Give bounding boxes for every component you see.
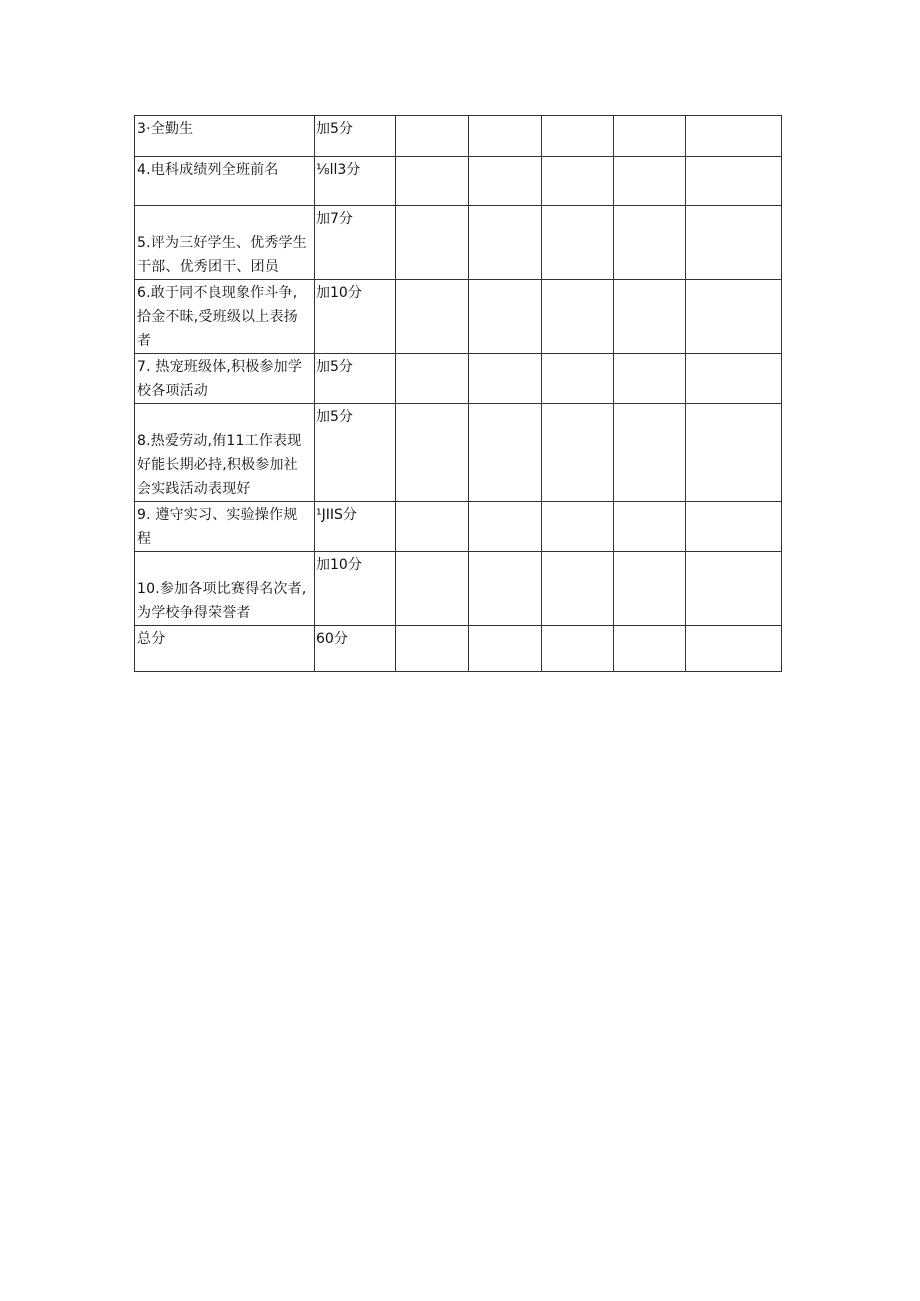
- score-cell: [396, 157, 469, 206]
- score-cell: [469, 552, 542, 626]
- score-cell: [686, 116, 782, 157]
- score-cell: [614, 404, 686, 502]
- score-cell: [542, 206, 614, 280]
- score-cell: [396, 404, 469, 502]
- criteria-cell: 7. 热宠班级体,积极参加学 校各项活动: [135, 354, 315, 404]
- criteria-cell: 5.评为三好学生、优秀学生 干部、优秀团干、团员: [135, 206, 315, 280]
- score-cell: [686, 552, 782, 626]
- score-cell: [469, 116, 542, 157]
- score-cell: [542, 354, 614, 404]
- score-cell: [469, 502, 542, 552]
- score-cell: [686, 280, 782, 354]
- score-cell: [686, 206, 782, 280]
- score-cell: [686, 354, 782, 404]
- score-cell: [686, 157, 782, 206]
- score-cell: [542, 626, 614, 672]
- score-cell: [469, 626, 542, 672]
- points-cell: 加10分: [315, 280, 396, 354]
- score-cell: [614, 354, 686, 404]
- points-cell: 加5分: [315, 404, 396, 502]
- points-cell: 加7分: [315, 206, 396, 280]
- table-row: [135, 502, 782, 552]
- criteria-cell: 6.敢于同不良现象作斗争, 拾金不昧,受班级以上表扬 者: [135, 280, 315, 354]
- total-label-cell: 总分: [135, 626, 315, 672]
- criteria-cell: 9. 遵守实习、实验操作规 程: [135, 502, 315, 552]
- score-cell: [542, 502, 614, 552]
- table-row: [135, 157, 782, 206]
- score-cell: [686, 404, 782, 502]
- score-cell: [396, 206, 469, 280]
- score-cell: [614, 502, 686, 552]
- score-cell: [614, 157, 686, 206]
- table-row-total: [135, 626, 782, 672]
- score-cell: [396, 552, 469, 626]
- total-points-cell: 60分: [315, 626, 396, 672]
- score-table: [134, 115, 782, 672]
- score-cell: [614, 206, 686, 280]
- criteria-cell: 3·全勤生: [135, 116, 315, 157]
- table-row: [135, 116, 782, 157]
- criteria-cell: 10.参加各项比赛得名次者, 为学校争得荣誉者: [135, 552, 315, 626]
- table-row: [135, 404, 782, 502]
- score-cell: [469, 354, 542, 404]
- score-cell: [614, 280, 686, 354]
- points-cell: 加5分: [315, 116, 396, 157]
- score-cell: [396, 626, 469, 672]
- table-row: [135, 206, 782, 280]
- score-cell: [396, 502, 469, 552]
- score-cell: [469, 206, 542, 280]
- table-row: [135, 354, 782, 404]
- points-cell: ⅛ll3分: [315, 157, 396, 206]
- criteria-cell: 4.电科成绩列全班前名: [135, 157, 315, 206]
- score-cell: [469, 280, 542, 354]
- score-cell: [542, 404, 614, 502]
- score-cell: [396, 116, 469, 157]
- table-row: [135, 552, 782, 626]
- score-cell: [396, 354, 469, 404]
- score-cell: [469, 404, 542, 502]
- criteria-cell: 8.热爱劳动,侑11工作表现 好能长期必持,积极参加社 会实践活动表现好: [135, 404, 315, 502]
- score-cell: [614, 626, 686, 672]
- score-cell: [686, 626, 782, 672]
- score-cell: [542, 280, 614, 354]
- score-cell: [614, 116, 686, 157]
- score-cell: [396, 280, 469, 354]
- table-row: [135, 280, 782, 354]
- score-cell: [542, 116, 614, 157]
- score-cell: [542, 552, 614, 626]
- points-cell: 加10分: [315, 552, 396, 626]
- points-cell: ¹JIIS分: [315, 502, 396, 552]
- score-cell: [469, 157, 542, 206]
- score-cell: [542, 157, 614, 206]
- score-cell: [614, 552, 686, 626]
- score-cell: [686, 502, 782, 552]
- points-cell: 加5分: [315, 354, 396, 404]
